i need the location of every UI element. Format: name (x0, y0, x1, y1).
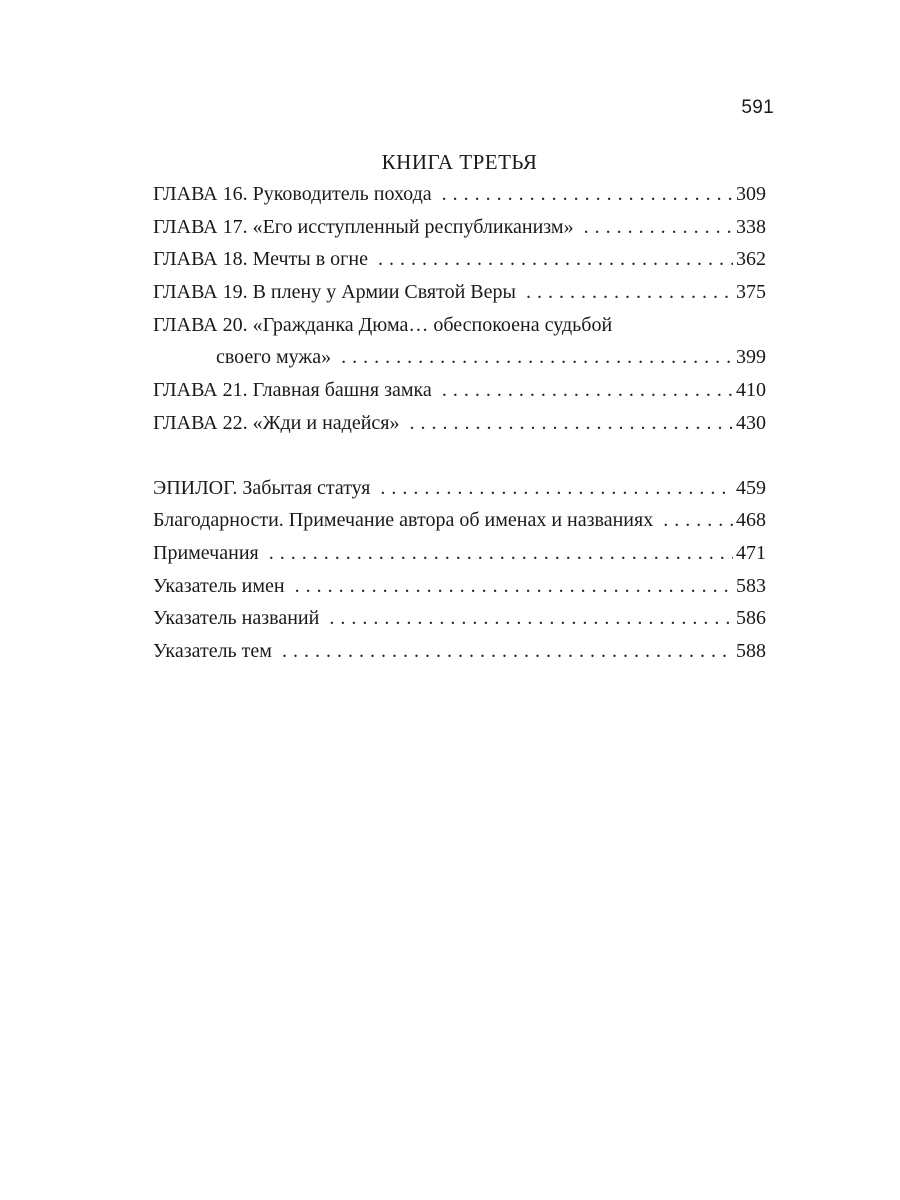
dot-leader (341, 341, 733, 374)
toc-entry-label: ЭПИЛОГ. Забытая статуя (153, 476, 371, 499)
dot-leader (269, 537, 733, 570)
toc-entry-page: 471 (736, 541, 766, 564)
toc-entry-page: 588 (736, 639, 766, 662)
toc-entry-label: Благодарности. Примечание автора об именах и названиях (153, 509, 654, 532)
toc-entry-label-continued: своего мужа» (216, 346, 332, 369)
dot-leader (526, 276, 733, 309)
dot-leader (295, 570, 733, 603)
dot-leader (282, 635, 733, 668)
toc-entry-label: Указатель имен (153, 574, 285, 597)
toc-entry-chapter-21[interactable] (153, 374, 766, 407)
section-title: КНИГА ТРЕТЬЯ (381, 150, 538, 174)
toc-entry-page: 399 (736, 346, 766, 369)
toc-entry-label: ГЛАВА 17. «Его исступленный республиканизм» (153, 215, 574, 238)
chapter-list (153, 178, 766, 440)
dot-leader (378, 243, 733, 276)
toc-entry-chapter-20-line-2[interactable] (153, 341, 766, 374)
toc-entry-chapter-19[interactable] (153, 276, 766, 309)
toc-entry-page: 375 (736, 281, 766, 304)
toc-entry-page: 586 (736, 607, 766, 630)
toc-entry-page: 338 (736, 215, 766, 238)
toc-entry-label: Примечания (153, 541, 259, 564)
toc-entry-chapter-17[interactable] (153, 211, 766, 244)
toc-entry-title-index[interactable] (153, 602, 766, 635)
toc-entry-page: 459 (736, 476, 766, 499)
toc-entry-label: ГЛАВА 19. В плену у Армии Святой Веры (153, 281, 516, 304)
dot-leader (584, 211, 733, 244)
toc-entry-page: 309 (736, 183, 766, 205)
page-number: 591 (741, 97, 774, 118)
dot-leader (380, 472, 733, 505)
dot-leader (442, 178, 733, 211)
toc-entry-label: ГЛАВА 21. Главная башня замка (153, 379, 432, 402)
toc-entry-epilogue[interactable] (153, 472, 766, 505)
toc-entry-label: ГЛАВА 16. Руководитель похода (153, 183, 432, 205)
toc-entry-page: 468 (736, 509, 766, 532)
dot-leader (442, 374, 733, 407)
toc-entry-label: ГЛАВА 20. «Гражданка Дюма… обеспокоена судьбой (153, 313, 613, 336)
section-spacer (153, 440, 766, 472)
toc-entry-label: Указатель названий (153, 607, 320, 630)
toc-entry-chapter-18[interactable] (153, 243, 766, 276)
back-matter-list (153, 472, 766, 668)
toc-entry-page: 430 (736, 411, 766, 434)
toc-entry-chapter-16[interactable] (153, 178, 766, 211)
toc-entry-chapter-22[interactable] (153, 407, 766, 440)
toc-entry-notes[interactable] (153, 537, 766, 570)
toc-entry-acknowledgements[interactable] (153, 504, 766, 537)
toc-entry-page: 362 (736, 248, 766, 271)
toc-entry-page: 583 (736, 574, 766, 597)
toc-entry-subject-index[interactable] (153, 635, 766, 668)
toc-entry-label: ГЛАВА 22. «Жди и надейся» (153, 411, 400, 434)
dot-leader (663, 504, 733, 537)
toc-entry-name-index[interactable] (153, 570, 766, 603)
dot-leader (329, 602, 733, 635)
toc-entry-label: Указатель тем (153, 639, 272, 662)
toc-entry-page: 410 (736, 379, 766, 402)
table-of-contents (153, 146, 766, 668)
toc-entry-chapter-20-line-1[interactable] (153, 309, 766, 342)
dot-leader (410, 407, 733, 440)
toc-entry-label: ГЛАВА 18. Мечты в огне (153, 248, 368, 271)
